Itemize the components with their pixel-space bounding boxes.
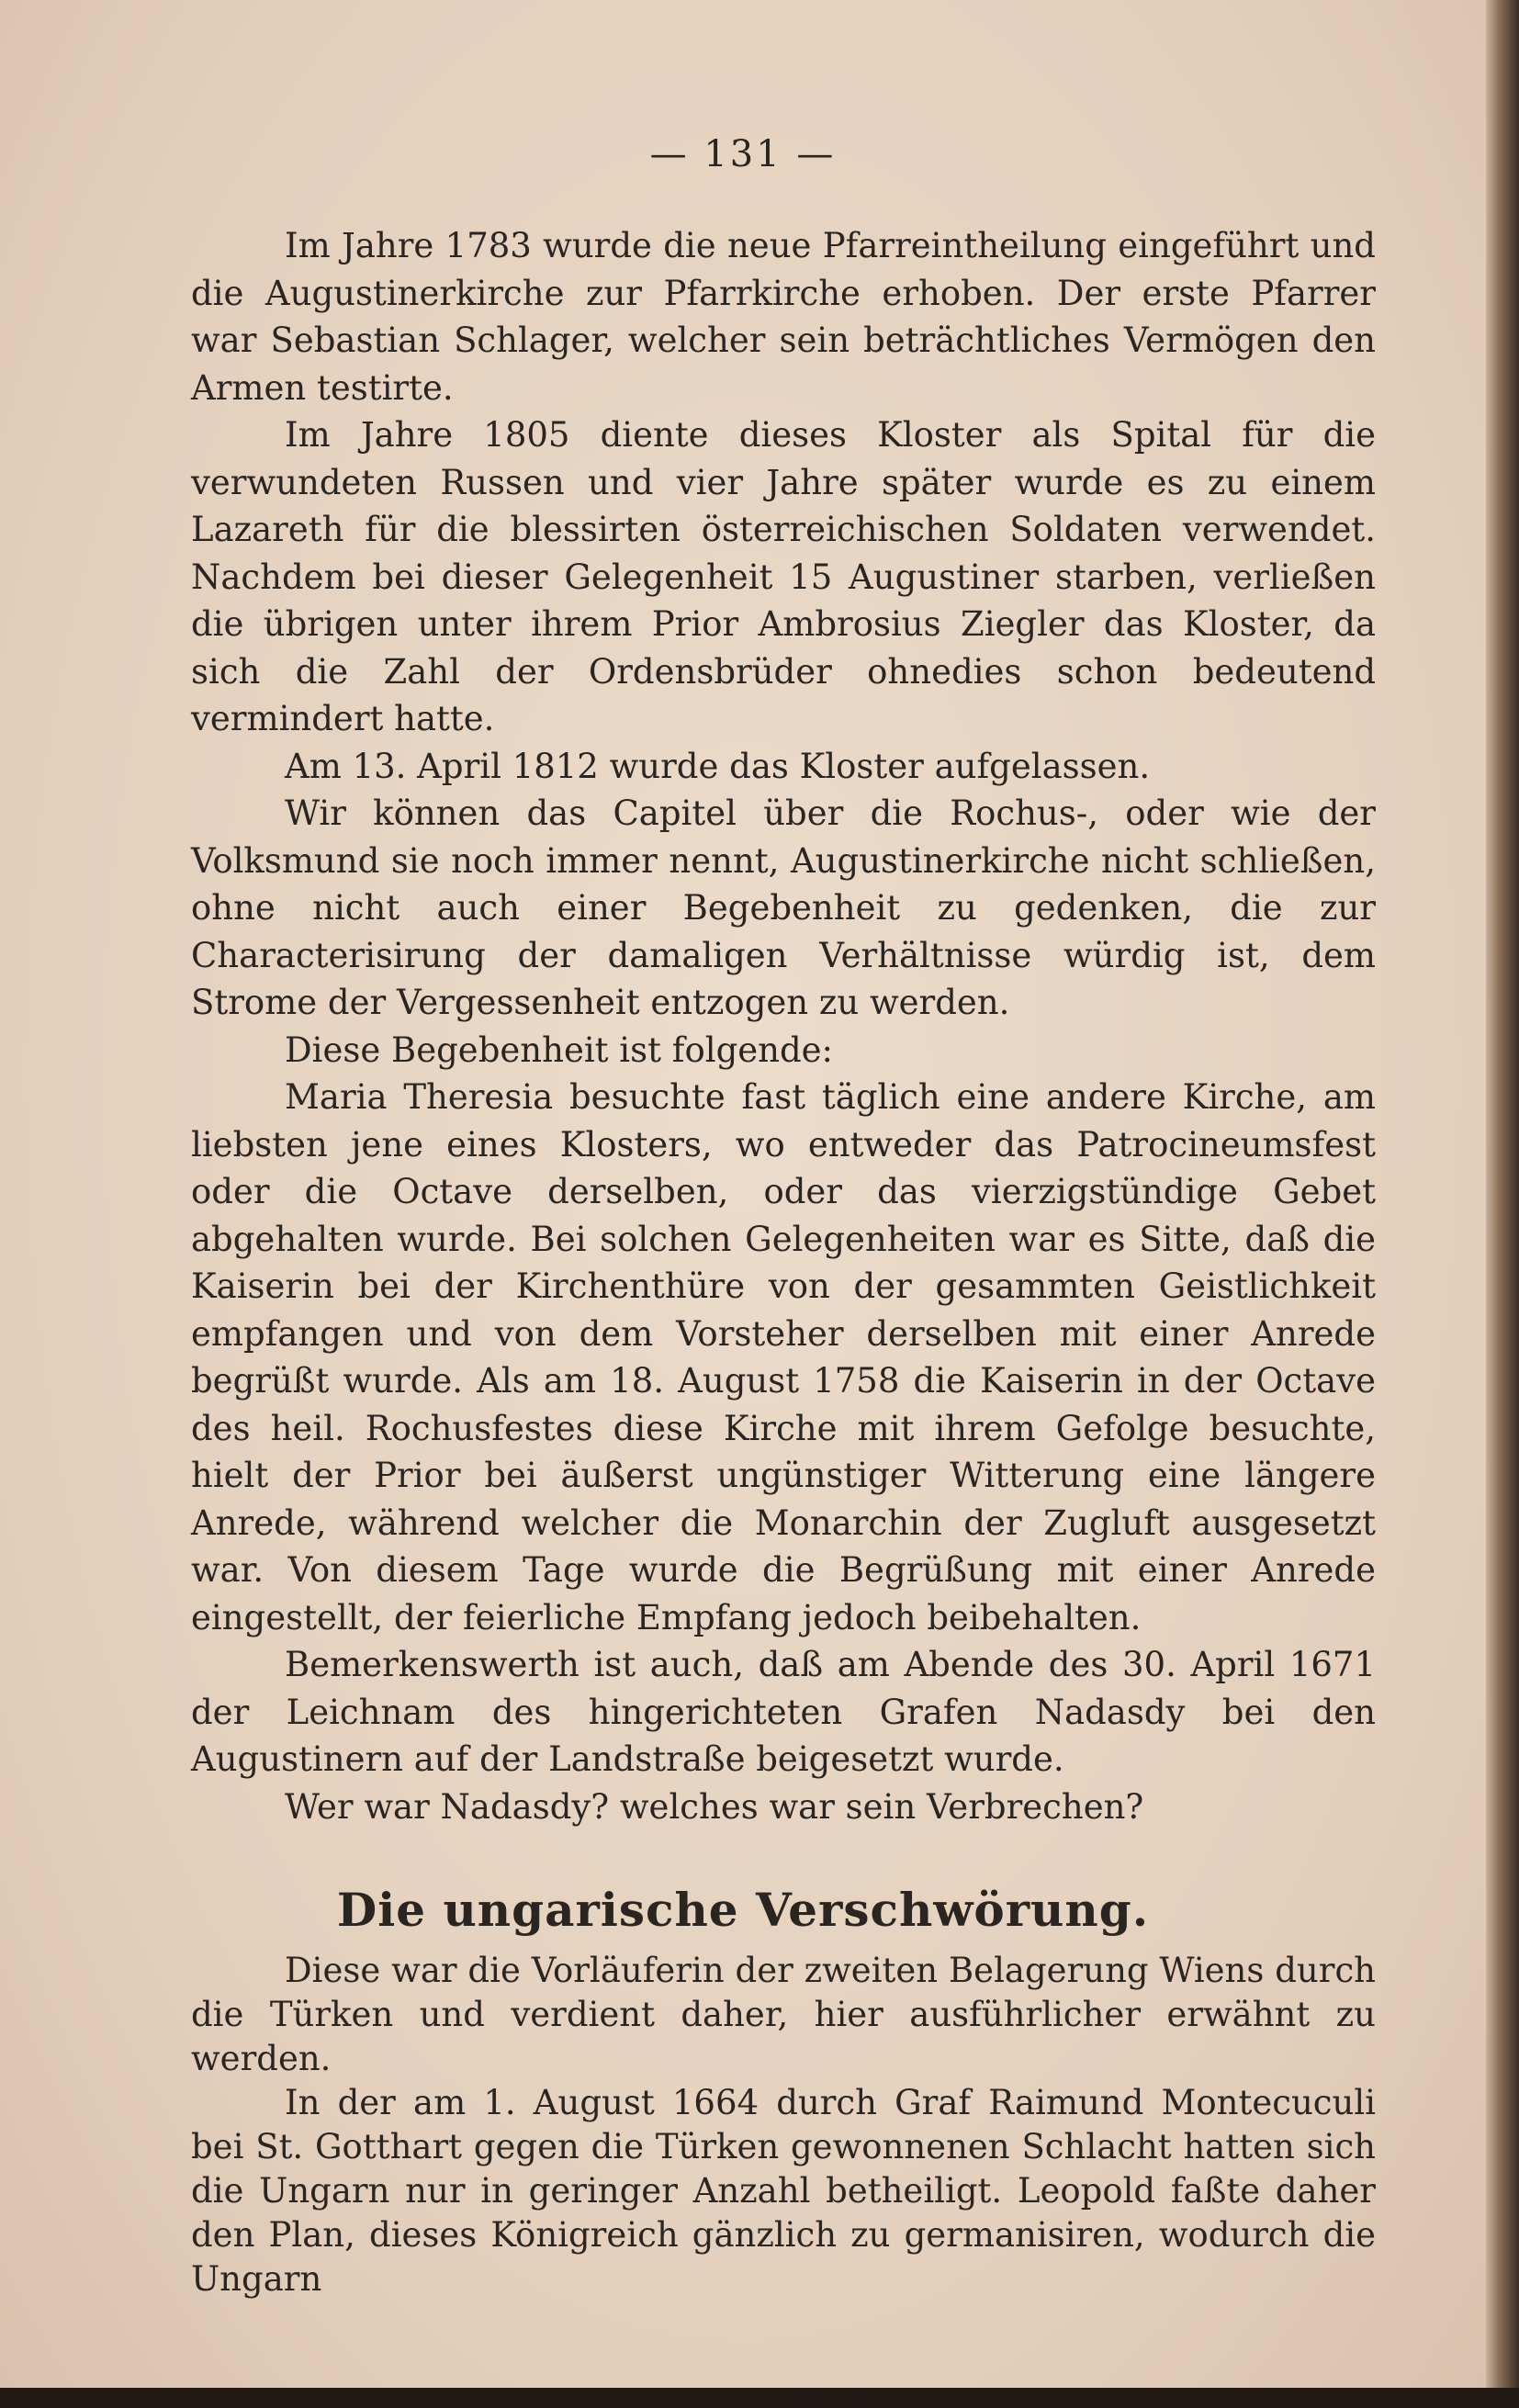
paragraph: Diese Begebenheit ist folgende: bbox=[285, 1030, 834, 1070]
paragraph: Maria Theresia besuchte fast täglich eine andere Kirche, am liebsten jene eines Klosters, wo entweder das Patrocineumsfest oder die Octave derselben, oder das vierzigstündige Gebet abgehalten wurde. Bei solchen Gelegenheiten war es Sitte, daß die Kaiserin bei der Kirchenthüre von der gesammten Geistlichkeit empfangen und von dem Vorsteher derselben mit einer Anrede begrüßt wurde. Als am 18. August 1758 die Kaiserin in der Octave des heil. Rochusfestes diese Kirche mit ihrem Gefolge besuchte, hielt der Prior bei äußerst ungünstiger Witterung eine längere Anrede, während welcher die Monarchin der Zugluft ausgesetzt war. Von diesem Tage wurde die Begrüßung mit einer Anrede eingestellt, der feierliche Empfang jedoch beibehalten. bbox=[191, 1077, 1376, 1637]
paragraph: Wer war Nadasdy? welches war sein Verbrechen? bbox=[285, 1786, 1144, 1827]
bottom-edge bbox=[0, 2388, 1519, 2408]
section-heading: Die ungarische Verschwörung. bbox=[336, 1883, 1150, 1937]
paragraph: Diese war die Vorläuferin der zweiten Belagerung Wiens durch die Türken und verdient daher, hier ausführlicher erwähnt zu werden. bbox=[191, 1951, 1376, 2078]
paragraph: In der am 1. August 1664 durch Graf Raimund Montecuculi bei St. Gotthart gegen die Türken gewonnenen Schlacht hatten sich die Ungarn nur in geringer Anzahl betheiligt. Leopold faßte daher den Plan, dieses Königreich gänzlich zu germanisiren, wodurch die Ungarn bbox=[191, 2083, 1376, 2299]
paragraph: Am 13. April 1812 wurde das Kloster aufgelassen. bbox=[285, 746, 1151, 786]
paragraph: Wir können das Capitel über die Rochus-, oder wie der Volksmund sie noch immer nennt, Augustinerkirche nicht schließen, ohne nicht auch einer Begebenheit zu gedenken, die zur Characterisirung der damaligen Verhältnisse würdig ist, dem Strome der Vergessenheit entzogen zu werden. bbox=[191, 793, 1376, 1022]
paragraph: Im Jahre 1805 diente dieses Kloster als Spital für die verwundeten Russen und vier Jahre später wurde es zu einem Lazareth für die blessirten österreichischen Soldaten verwendet. Nachdem bei dieser Gelegenheit 15 Augustiner starben, verließen die übrigen unter ihrem Prior Ambrosius Ziegler das Kloster, da sich die Zahl der Ordensbrüder ohnedies schon bedeutend vermindert hatte. bbox=[191, 415, 1376, 738]
paragraph: Bemerkenswerth ist auch, daß am Abende des 30. April 1671 der Leichnam des hingerichteten Grafen Nadasdy bei den Augustinern auf der Landstraße beigesetzt wurde. bbox=[191, 1645, 1376, 1779]
page-number: — 131 — bbox=[649, 133, 837, 175]
main-text bbox=[191, 222, 1376, 1830]
paragraph: Im Jahre 1783 wurde die neue Pfarreintheilung eingeführt und die Augustinerkirche zur Pfarrkirche erhoben. Der erste Pfarrer war Sebastian Schlager, welcher sein beträchtliches Vermögen den Armen testirte. bbox=[191, 226, 1376, 408]
section-text bbox=[191, 1949, 1376, 2301]
book-spine-edge bbox=[1486, 0, 1519, 2408]
